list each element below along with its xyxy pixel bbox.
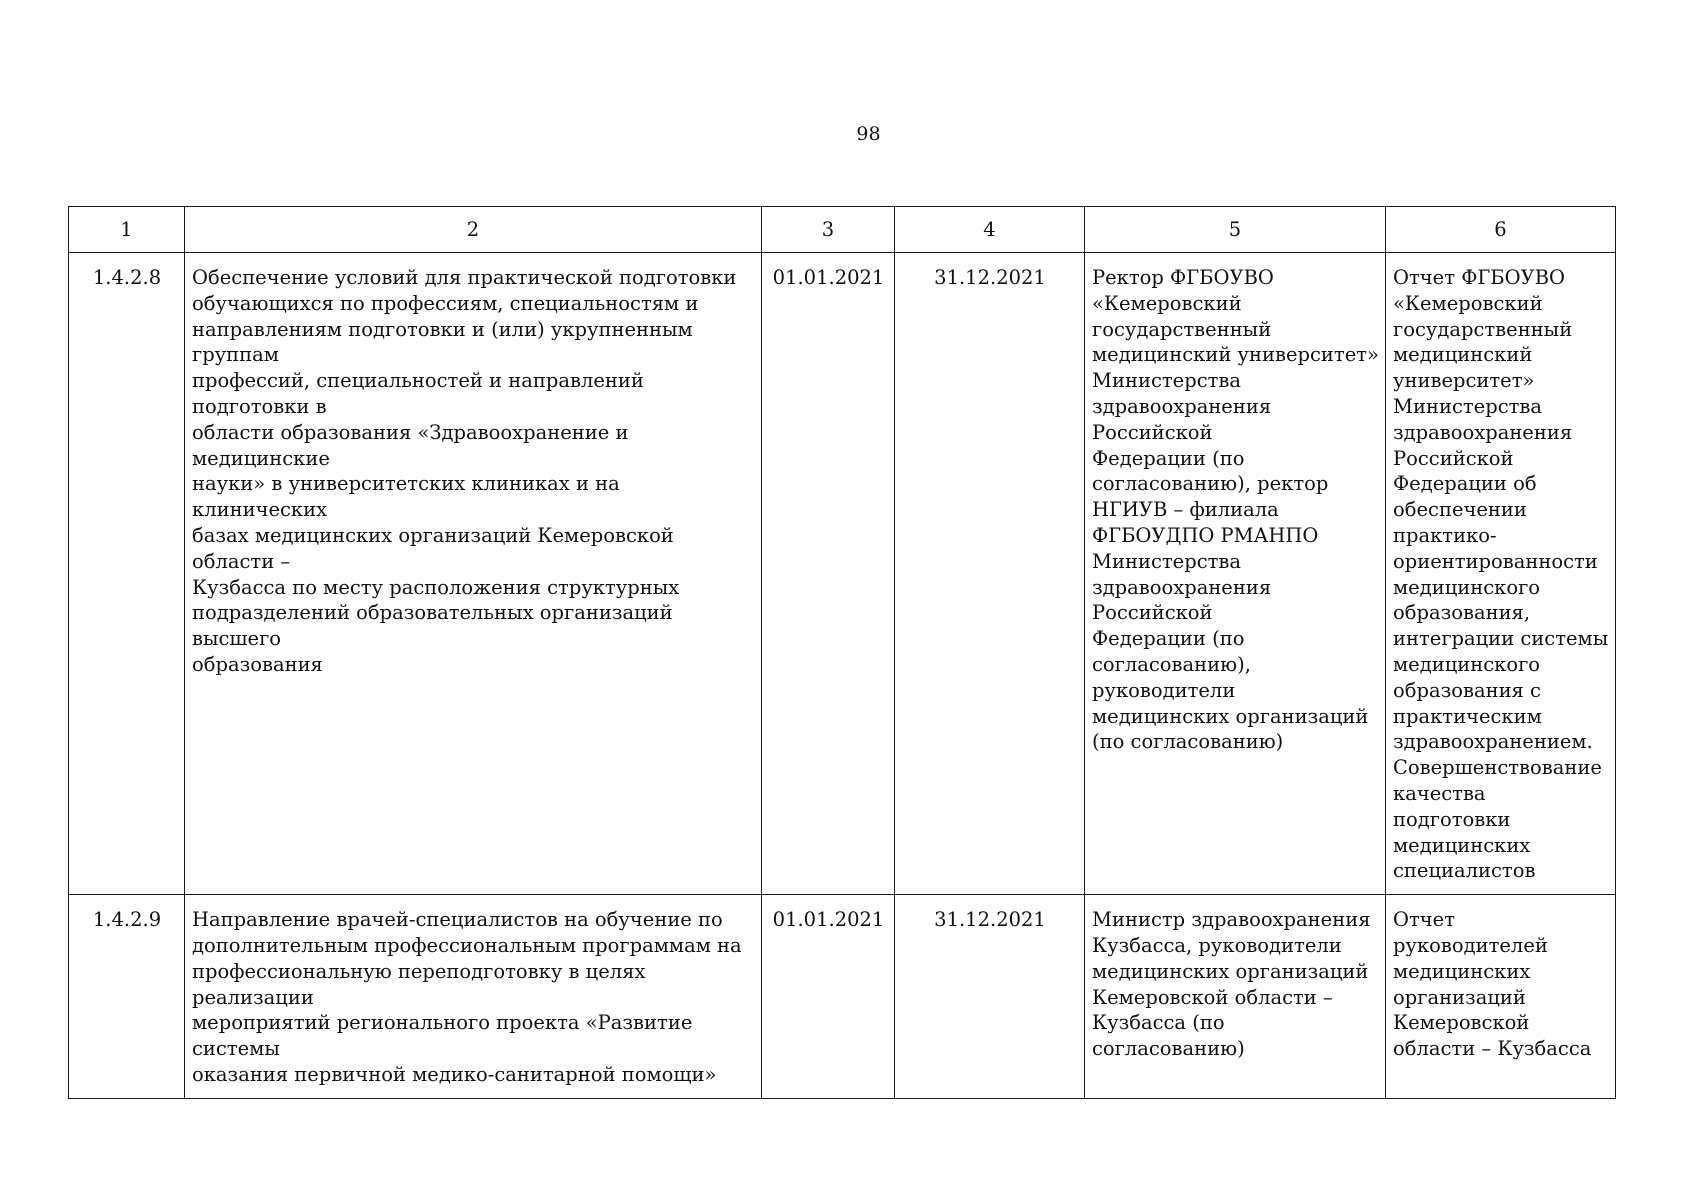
end-date: 31.12.2021 [895, 253, 1085, 895]
column-header-1: 1 [69, 207, 185, 253]
responsible-party: Министр здравоохранения Кузбасса, руководители медицинских организаций Кемеровской области – Кузбасса (по согласованию) [1085, 895, 1386, 1099]
page-number: 98 [856, 123, 881, 145]
activities-table [68, 206, 1616, 1099]
column-header-4: 4 [895, 207, 1085, 253]
column-header-6: 6 [1386, 207, 1616, 253]
table-row [69, 253, 1616, 895]
item-number: 1.4.2.8 [69, 253, 185, 895]
column-header-5: 5 [1085, 207, 1386, 253]
expected-result: Отчет руководителей медицинских организаций Кемеровской области – Кузбасса [1386, 895, 1616, 1099]
expected-result: Отчет ФГБОУВО «Кемеровский государственный медицинский университет» Министерства здравоохранения Российской Федерации об обеспечении практико- ориентированности медицинского образования, интеграции системы медицинского образования с практическим здравоохранением. Совершенствование качества подготовки медицинских специалистов [1386, 253, 1616, 895]
activity-description: Направление врачей-специалистов на обучение по дополнительным профессиональным программам на профессиональную переподготовку в целях реализации мероприятий регионального проекта «Развитие системы оказания первичной медико-санитарной помощи» [185, 895, 762, 1099]
responsible-party: Ректор ФГБОУВО «Кемеровский государственный медицинский университет» Министерства здравоохранения Российской Федерации (по согласованию), ректор НГИУВ – филиала ФГБОУДПО РМАНПО Министерства здравоохранения Российской Федерации (по согласованию), руководители медицинских организаций (по согласованию) [1085, 253, 1386, 895]
activity-description: Обеспечение условий для практической подготовки обучающихся по профессиям, специальностям и направлениям подготовки и (или) укрупненным группам профессий, специальностей и направлений подготовки в области образования «Здравоохранение и медицинские науки» в университетских клиниках и на клинических базах медицинских организаций Кемеровской области – Кузбасса по месту расположения структурных подразделений образовательных организаций высшего образования [185, 253, 762, 895]
table-header-row [69, 207, 1616, 253]
column-header-3: 3 [762, 207, 895, 253]
end-date: 31.12.2021 [895, 895, 1085, 1099]
start-date: 01.01.2021 [762, 253, 895, 895]
column-header-2: 2 [185, 207, 762, 253]
table-row [69, 895, 1616, 1099]
start-date: 01.01.2021 [762, 895, 895, 1099]
item-number: 1.4.2.9 [69, 895, 185, 1099]
